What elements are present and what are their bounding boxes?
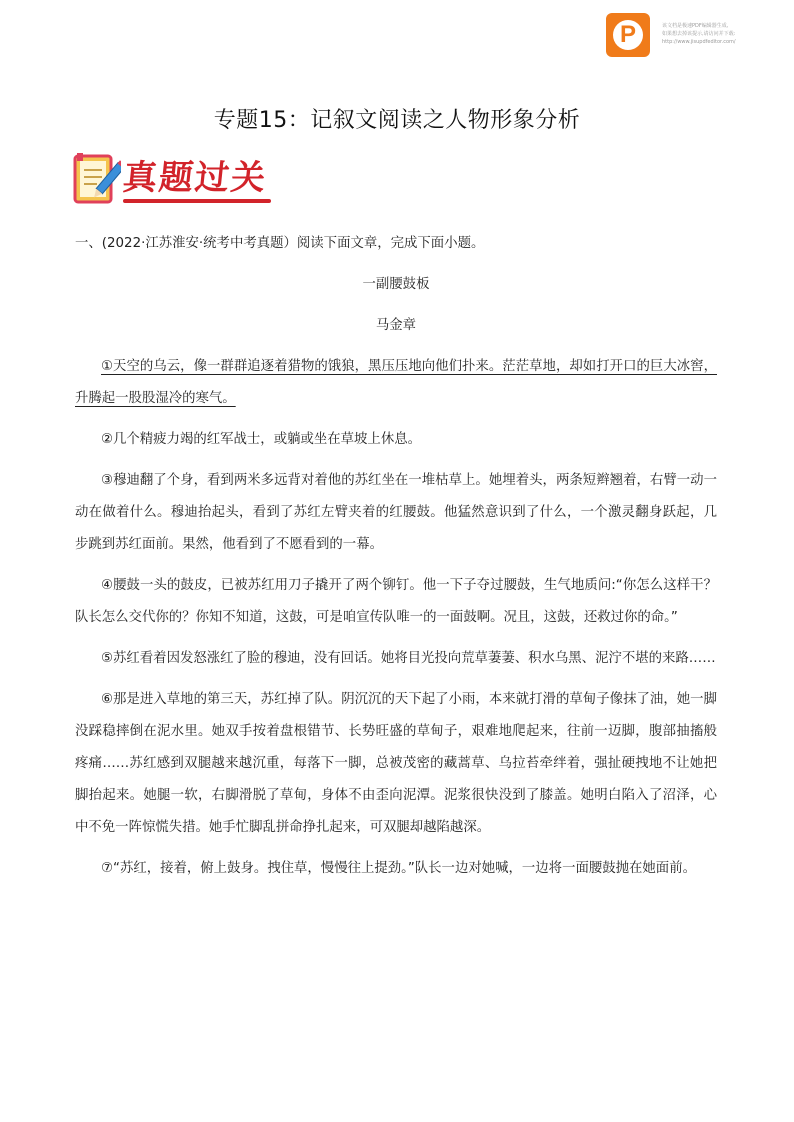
badge-underline: [123, 199, 271, 203]
paragraph-6: ⑥那是进入草地的第三天，苏红掉了队。阴沉沉的天下起了小雨，本来就打滑的草甸子像抹了油，她一脚没踩稳摔倒在泥水里。她双手按着盘根错节、长势旺盛的草甸子，艰难地爬起来，往前一迈脚，腹部抽搐般疼痛……苏红感到双腿越来越沉重，每落下一脚，总被茂密的藏蒿草、乌拉苔牵绊着，强扯硬拽地不让她把脚抬起来。她腿一软，右脚滑脱了草甸，身体不由歪向泥潭。泥浆很快没到了膝盖。她明白陷入了沼泽，心中不免一阵惊慌失措。她手忙脚乱拼命挣扎起来，可双腿却越陷越深。: [75, 692, 717, 835]
paragraph-4: ④腰鼓一头的鼓皮，已被苏红用刀子撬开了两个铆钉。他一下子夺过腰鼓，生气地质问:“你怎么这样干？队长怎么交代你的？你知不知道，这鼓，可是咱宣传队唯一的一面鼓啊。况且，这鼓，还救过你的命。”: [75, 578, 717, 625]
page-title: 专题15：记叙文阅读之人物形象分析: [213, 108, 581, 133]
article-body: [75, 228, 717, 885]
paragraph-1: [75, 351, 717, 415]
paragraph-3: ③穆迪翻了个身，看到两米多远背对着他的苏红坐在一堆枯草上。她埋着头，两条短辫翘着，右臂一动一动在做着什么。穆迪抬起头，看到了苏红左臂夹着的红腰鼓。他猛然意识到了什么，一个激灵翻身跃起，几步跳到苏红面前。果然，他看到了不愿看到的一幕。: [75, 473, 717, 552]
paragraph-2: ②几个精疲力竭的红军战士，或躺或坐在草坡上休息。: [101, 432, 421, 447]
article-title: 一副腰鼓板: [362, 277, 430, 292]
section-badge: [73, 152, 273, 208]
badge-text: 真题过关: [120, 158, 270, 198]
watermark-line: 该文档是极速PDF编辑器生成,: [662, 23, 729, 29]
question-prompt: 一、(2022·江苏淮安·统考中考真题）阅读下面文章，完成下面小题。: [75, 236, 485, 251]
watermark-line: http://www.jisupdfeditor.com/: [662, 39, 736, 45]
notebook-pencil-icon: [73, 152, 121, 206]
article-author: 马金章: [375, 318, 417, 333]
watermark-line: 如果想去掉该提示,请访问并下载:: [662, 31, 736, 37]
paragraph-7: ⑦“苏红，接着，俯上鼓身。拽住草，慢慢往上提劲。”队长一边对她喊，一边将一面腰鼓抛在她面前。: [101, 861, 696, 876]
logo-letter: P: [613, 20, 643, 50]
underlined-sentence: ①天空的乌云，像一群群追逐着猎物的饿狼，黑压压地向他们扑来。茫茫草地，却如打开口的巨大冰窖，升腾起一股股湿冷的寒气。: [75, 359, 717, 406]
paragraph-5: ⑤苏红看着因发怒涨红了脸的穆迪，没有回话。她将目光投向荒草萋萋、积水乌黑、泥泞不堪的来路……: [101, 651, 716, 666]
pdf-editor-logo: [606, 13, 650, 57]
watermark-note: [662, 22, 790, 46]
